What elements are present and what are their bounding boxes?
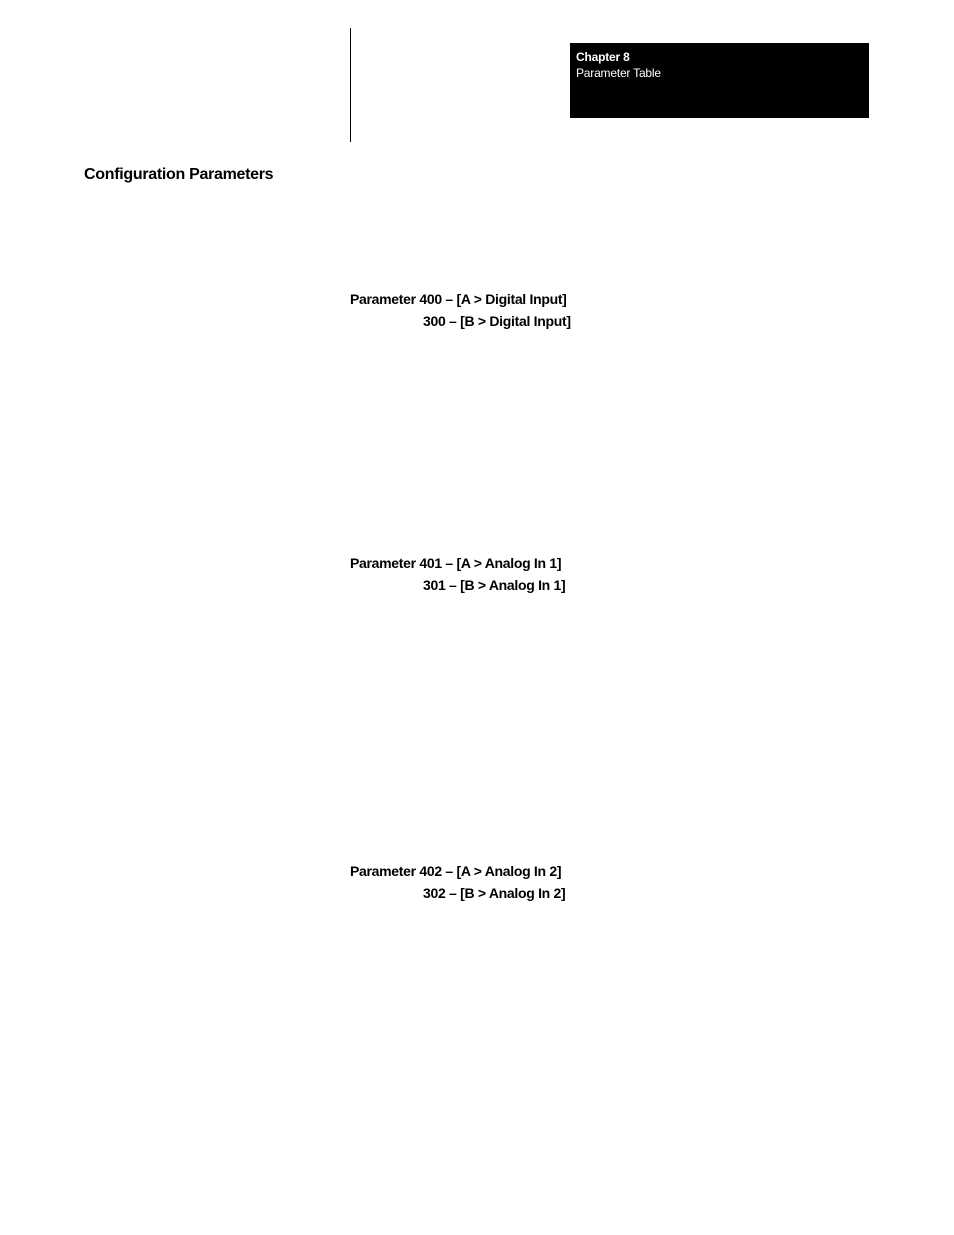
vertical-divider [350,28,351,142]
parameter-heading-line-b: 302 – [B > Analog In 2] [423,885,566,901]
parameter-heading-400 [350,288,571,332]
chapter-header-box [570,43,869,118]
parameter-heading-402 [350,860,565,904]
parameter-heading-line-b: 300 – [B > Digital Input] [423,313,571,329]
parameter-heading-line-a: Parameter 400 – [A > Digital Input] [350,291,567,307]
chapter-label: Chapter 8 [576,50,630,64]
parameter-heading-line-a: Parameter 401 – [A > Analog In 1] [350,555,562,571]
parameter-heading-401 [350,552,565,596]
section-title: Configuration Parameters [84,166,274,183]
parameter-heading-line-b: 301 – [B > Analog In 1] [423,577,566,593]
parameter-heading-line-a: Parameter 402 – [A > Analog In 2] [350,863,562,879]
chapter-title: Parameter Table [576,66,661,80]
